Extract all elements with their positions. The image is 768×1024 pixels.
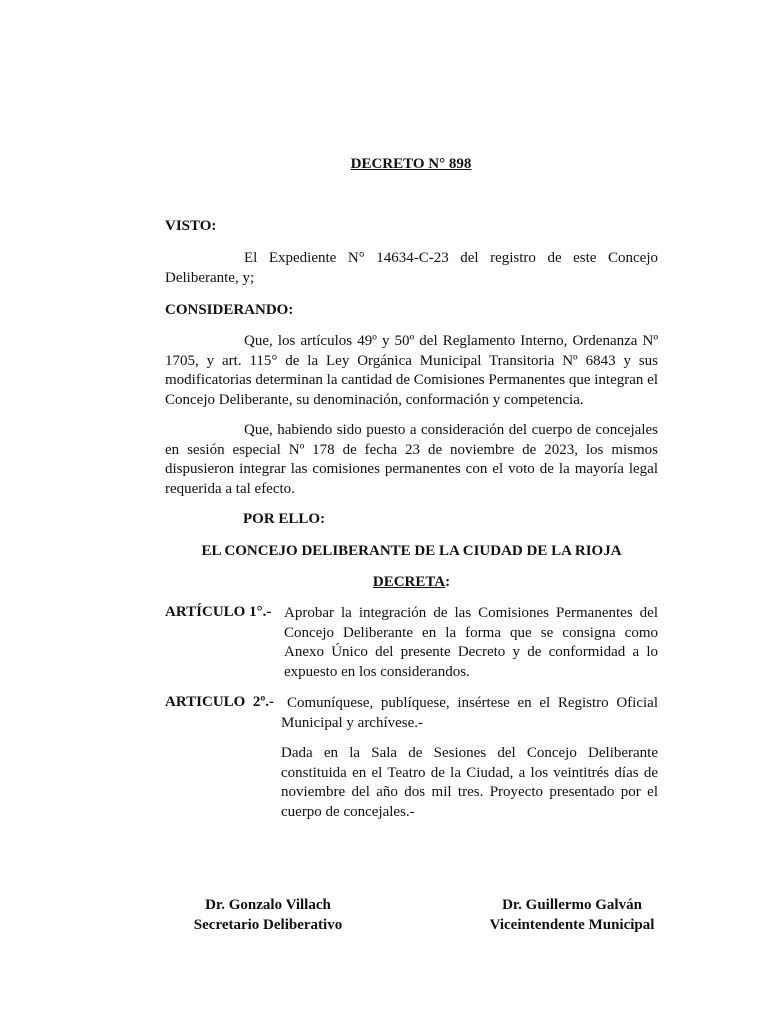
considerando-heading: CONSIDERANDO: — [165, 302, 294, 318]
signature-right-role: Viceintendente Municipal — [489, 917, 655, 933]
considerando-paragraph-1 — [165, 332, 658, 410]
article-2-label: ARTICULO 2º.- — [165, 694, 275, 710]
article-1-label: ARTÍCULO 1°.- — [165, 604, 272, 620]
visto-heading: VISTO: — [165, 218, 217, 234]
article-2-text: Comuníquese, publíquese, insértese en el Registro Oficial Municipal y archívese.- — [281, 695, 658, 731]
decreta-word: DECRETA — [372, 574, 446, 590]
considerando-text-2: Que, habiendo sido puesto a consideración del cuerpo de concejales en sesión especial Nº 178 de fecha 23 de noviembre de 2023, los mismos dispusieron integrar las comisiones permanentes con el voto de la mayoría legal requerida a tal efecto. — [165, 422, 658, 497]
visto-text: El Expediente N° 14634-C-23 del registro de este Concejo Deliberante, y; — [165, 250, 658, 286]
article-1-text: Aprobar la integración de las Comisiones Permanentes del Concejo Deliberante en la forma que se consigna como Anexo Único del presente Decreto y de conformidad a lo expuesto en los considerandos. — [284, 605, 658, 680]
concejo-line: EL CONCEJO DELIBERANTE DE LA CIUDAD DE LA RIOJA — [201, 543, 622, 559]
decreta-heading — [165, 574, 658, 591]
por-ello-heading: POR ELLO: — [243, 511, 326, 527]
signature-left-role: Secretario Deliberativo — [193, 917, 343, 933]
signature-right — [470, 895, 674, 935]
signature-left-name: Dr. Gonzalo Villach — [205, 897, 331, 913]
dada-paragraph: Dada en la Sala de Sesiones del Concejo Deliberante constituida en el Teatro de la Ciudad, a los veintitrés días de noviembre del año dos mil tres. Proyecto presentado por el cuerpo de concejales.- — [281, 745, 658, 820]
considerando-text-1: Que, los artículos 49º y 50º del Reglamento Interno, Ordenanza Nº 1705, y art. 115° de la Ley Orgánica Municipal Transitoria Nº 6843 y sus modificatorias determinan la cantidad de Comisiones Permanentes que integran el Concejo Deliberante, su denominación, conformación y competencia. — [165, 333, 658, 408]
decreta-colon: : — [445, 574, 451, 590]
decree-title: DECRETO N° 898 — [350, 156, 472, 172]
signature-left — [168, 895, 368, 935]
visto-paragraph — [165, 249, 658, 288]
signature-right-name: Dr. Guillermo Galván — [502, 897, 642, 913]
considerando-paragraph-2 — [165, 421, 658, 499]
